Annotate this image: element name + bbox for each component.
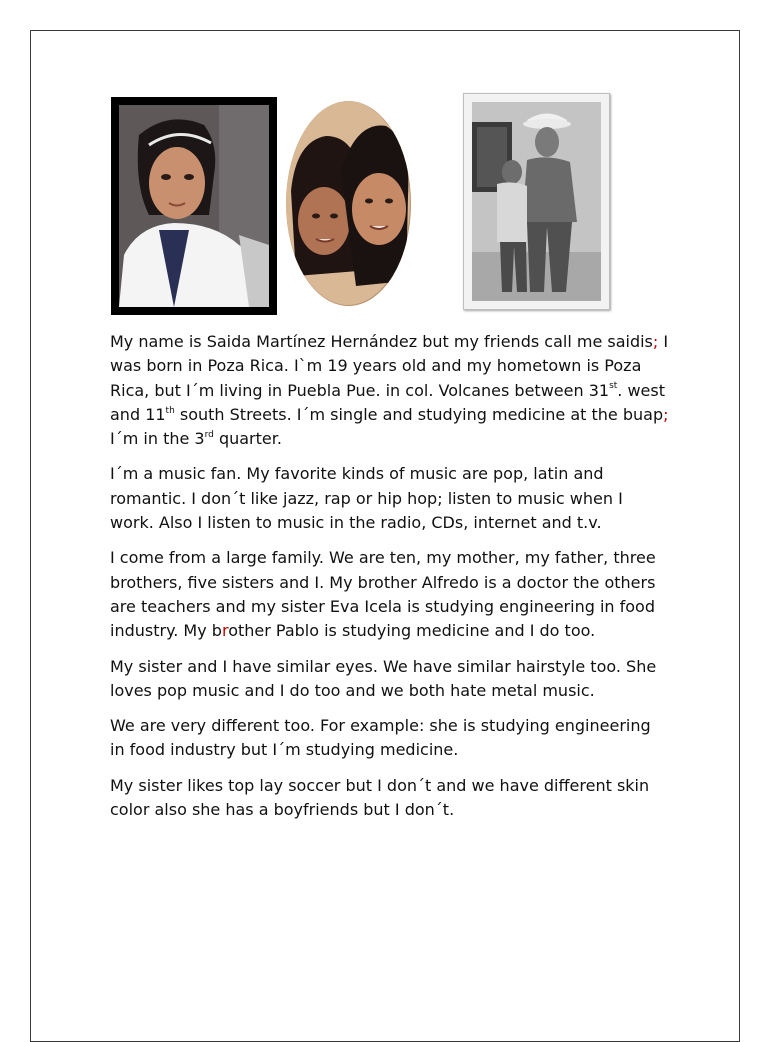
superscript: rd bbox=[204, 429, 214, 440]
paragraph-sister: My sister likes top lay soccer but I don´t and we have different skin color also she has a boyfriends but I don´t. bbox=[110, 775, 650, 820]
superscript: st bbox=[609, 381, 618, 392]
text-segment: quarter. bbox=[213, 429, 282, 449]
highlighted-semicolon: ; bbox=[652, 332, 659, 351]
highlighted-letter: r bbox=[221, 621, 229, 641]
paragraph-family bbox=[110, 546, 670, 643]
portrait-photo bbox=[111, 97, 277, 315]
paragraph-differences: We are very different too. For example: she is studying engineering in food industry but I´m studying medicine. bbox=[110, 716, 651, 760]
two-girls-figure bbox=[286, 101, 411, 306]
text-segment: south Streets. I´m single and studying medicine at the buap bbox=[174, 404, 664, 424]
portrait-figure bbox=[119, 105, 269, 307]
body-text bbox=[110, 330, 670, 833]
paragraph-intro bbox=[110, 330, 670, 451]
couple-figure bbox=[472, 102, 601, 301]
superscript: th bbox=[165, 405, 175, 416]
text-segment: . west and 11 bbox=[110, 380, 665, 424]
highlighted-semicolon: ; bbox=[663, 404, 669, 424]
text-segment: I come from a large family. We are ten, my mother, my father, three brothers, five sisters and I. My brother Alfredo is a doctor the others are teachers and my sister Eva Icela is studying engineering in food industry. My b bbox=[110, 548, 656, 641]
paragraph-music: I´m a music fan. My favorite kinds of music are pop, latin and romantic. I don´t like jazz, rap or hip hop; listen to music when I work. Also I listen to music in the radio, CDs, internet and t.v. bbox=[110, 464, 623, 533]
text-segment: I´m in the 3 bbox=[110, 429, 205, 449]
text-segment: My name is Saida Martínez Hernández but my friends call me saidis bbox=[110, 332, 653, 351]
oval-photo bbox=[286, 101, 411, 306]
bw-photo bbox=[463, 93, 610, 310]
text-segment: I was born in Poza Rica. I`m 19 years old and my hometown is Poza Rica, but I´m living in Puebla Pue. in col. Volcanes between 31 bbox=[110, 332, 669, 400]
paragraph-similarities: My sister and I have similar eyes. We have similar hairstyle too. She loves pop music and I do too and we both hate metal music. bbox=[110, 656, 657, 700]
text-segment: other Pablo is studying medicine and I do too. bbox=[228, 621, 596, 641]
